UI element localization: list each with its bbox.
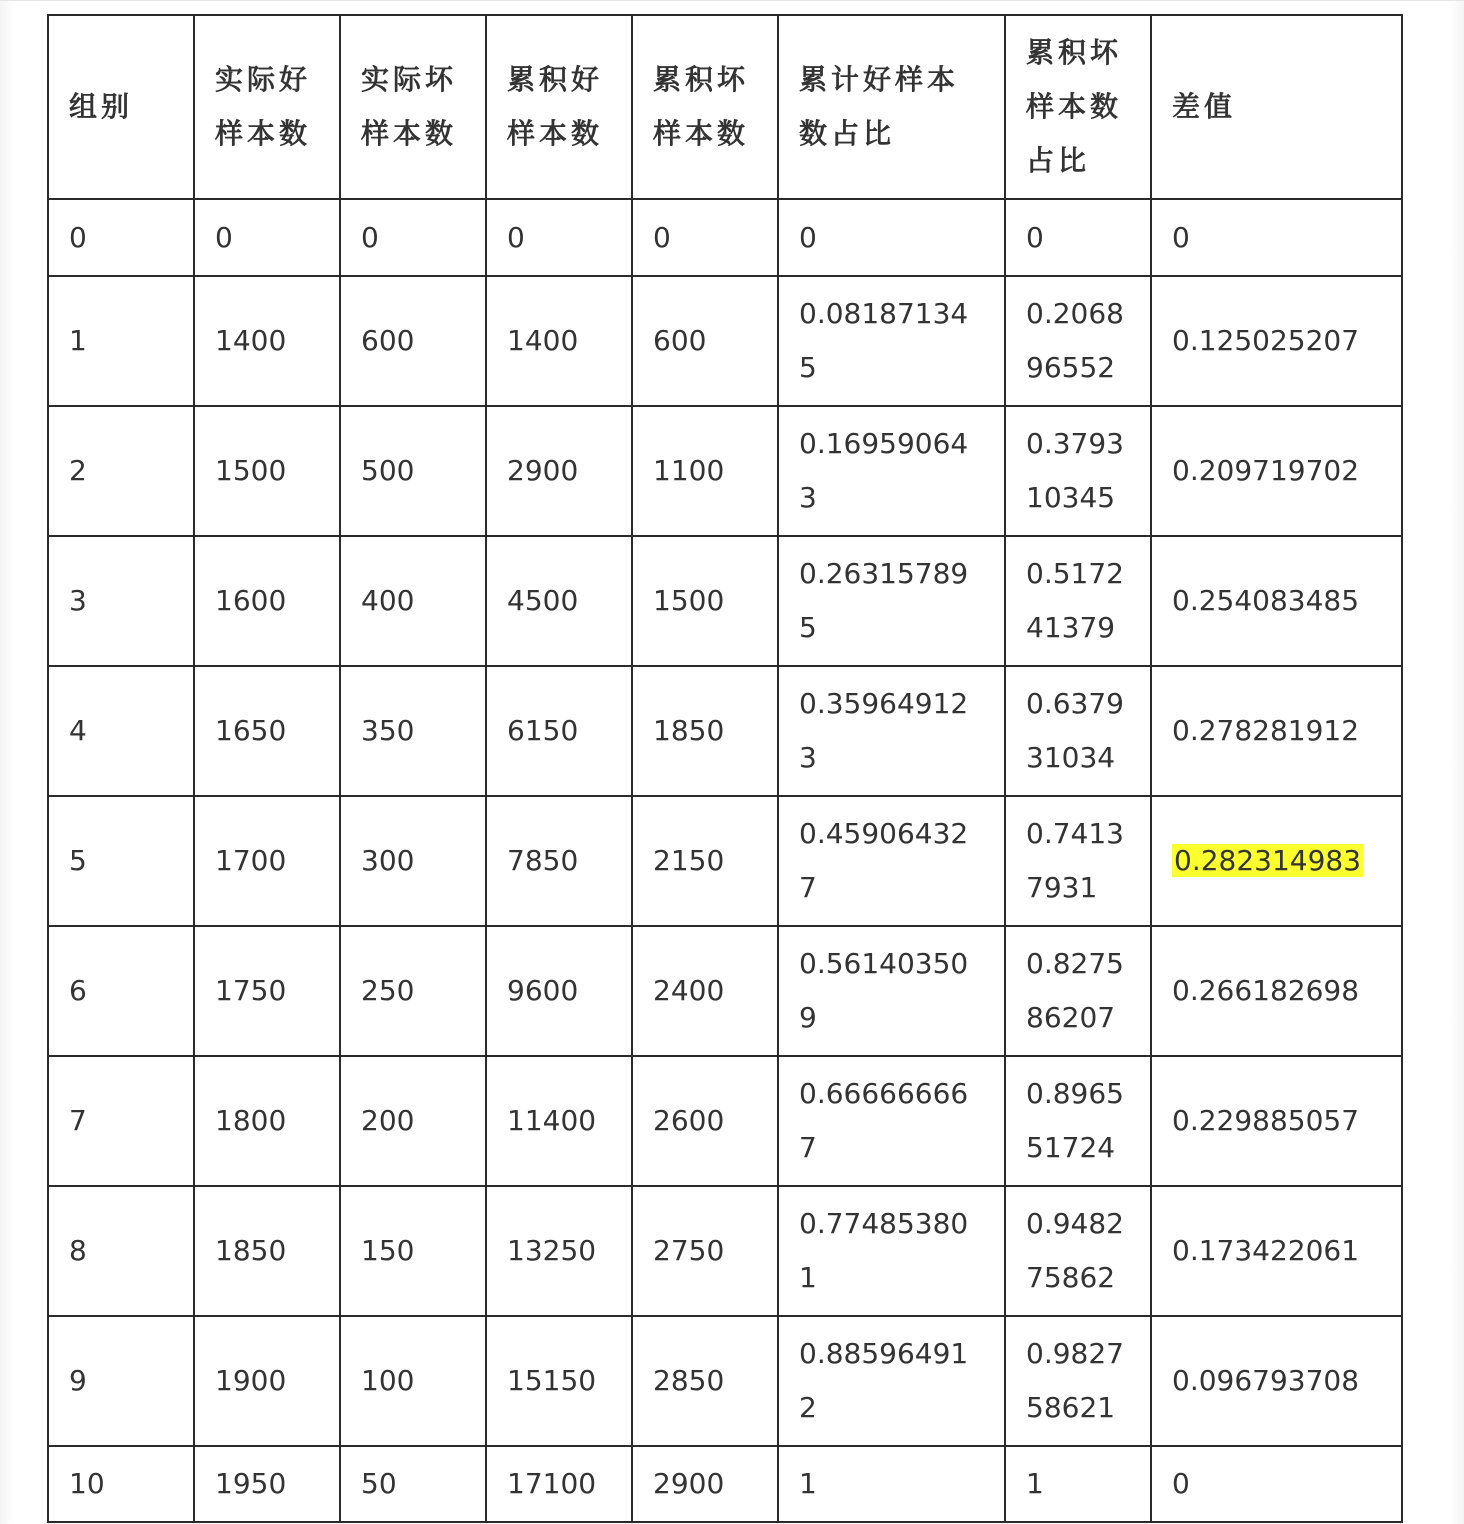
cell-cum-good: 1400 xyxy=(486,276,632,406)
cell-cum-bad: 1500 xyxy=(632,536,778,666)
header-actual-good: 实际好样本数 xyxy=(194,15,340,199)
cell-difference: 0.096793708 xyxy=(1151,1316,1402,1446)
table-row xyxy=(48,536,1402,666)
table-row xyxy=(48,1316,1402,1446)
cell-cum-good: 17100 xyxy=(486,1446,632,1522)
table-body xyxy=(48,199,1402,1522)
cell-cum-good: 13250 xyxy=(486,1186,632,1316)
header-cum-bad: 累积坏样本数 xyxy=(632,15,778,199)
cell-cum-good-ratio: 0.561403509 xyxy=(778,926,1005,1056)
header-actual-bad: 实际坏样本数 xyxy=(340,15,486,199)
cell-cum-bad-ratio: 0 xyxy=(1005,199,1151,276)
table-row xyxy=(48,276,1402,406)
table-row xyxy=(48,666,1402,796)
cell-cum-good-ratio: 0.263157895 xyxy=(778,536,1005,666)
table-row xyxy=(48,1446,1402,1522)
cell-cum-good-ratio: 0 xyxy=(778,199,1005,276)
cell-actual-bad: 400 xyxy=(340,536,486,666)
cell-cum-good-ratio: 1 xyxy=(778,1446,1005,1522)
cell-actual-good: 1950 xyxy=(194,1446,340,1522)
cell-cum-bad-ratio: 0.74137931 xyxy=(1005,796,1151,926)
cell-cum-good: 6150 xyxy=(486,666,632,796)
cell-cum-good: 0 xyxy=(486,199,632,276)
cell-difference: 0.229885057 xyxy=(1151,1056,1402,1186)
cell-difference: 0.125025207 xyxy=(1151,276,1402,406)
cell-cum-good-ratio: 0.459064327 xyxy=(778,796,1005,926)
cell-cum-good: 7850 xyxy=(486,796,632,926)
cell-cum-bad-ratio: 0.982758621 xyxy=(1005,1316,1151,1446)
cell-actual-bad: 200 xyxy=(340,1056,486,1186)
cell-cum-good-ratio: 0.774853801 xyxy=(778,1186,1005,1316)
cell-cum-bad: 1850 xyxy=(632,666,778,796)
header-cum-good-ratio: 累计好样本数占比 xyxy=(778,15,1005,199)
table-row xyxy=(48,926,1402,1056)
cell-actual-bad: 150 xyxy=(340,1186,486,1316)
table-row xyxy=(48,796,1402,926)
cell-cum-bad: 2150 xyxy=(632,796,778,926)
cell-group: 5 xyxy=(48,796,194,926)
cell-group: 10 xyxy=(48,1446,194,1522)
cell-actual-good: 1600 xyxy=(194,536,340,666)
cell-difference: 0 xyxy=(1151,1446,1402,1522)
table-header-row xyxy=(48,15,1402,199)
cell-actual-bad: 50 xyxy=(340,1446,486,1522)
cell-cum-bad-ratio: 1 xyxy=(1005,1446,1151,1522)
cell-actual-bad: 600 xyxy=(340,276,486,406)
cell-cum-good: 4500 xyxy=(486,536,632,666)
cell-actual-good: 1650 xyxy=(194,666,340,796)
cell-actual-good: 1900 xyxy=(194,1316,340,1446)
cell-cum-good-ratio: 0.081871345 xyxy=(778,276,1005,406)
table-row xyxy=(48,1056,1402,1186)
table-row xyxy=(48,406,1402,536)
cell-cum-good: 11400 xyxy=(486,1056,632,1186)
cell-cum-bad-ratio: 0.896551724 xyxy=(1005,1056,1151,1186)
cell-actual-good: 1800 xyxy=(194,1056,340,1186)
cell-actual-bad: 100 xyxy=(340,1316,486,1446)
cell-cum-bad: 2400 xyxy=(632,926,778,1056)
cell-cum-bad: 2600 xyxy=(632,1056,778,1186)
cell-actual-good: 0 xyxy=(194,199,340,276)
table-row xyxy=(48,1186,1402,1316)
header-difference: 差值 xyxy=(1151,15,1402,199)
cell-actual-good: 1750 xyxy=(194,926,340,1056)
cell-cum-bad: 600 xyxy=(632,276,778,406)
cell-cum-good-ratio: 0.169590643 xyxy=(778,406,1005,536)
cell-group: 9 xyxy=(48,1316,194,1446)
cell-actual-good: 1850 xyxy=(194,1186,340,1316)
header-group: 组别 xyxy=(48,15,194,199)
cell-cum-good: 9600 xyxy=(486,926,632,1056)
highlighted-max-value: 0.282314983 xyxy=(1174,844,1362,877)
header-cum-bad-ratio: 累积坏样本数占比 xyxy=(1005,15,1151,199)
ks-table xyxy=(47,14,1403,1523)
cell-actual-good: 1400 xyxy=(194,276,340,406)
cell-cum-bad: 2750 xyxy=(632,1186,778,1316)
cell-group: 1 xyxy=(48,276,194,406)
cell-cum-good-ratio: 0.885964912 xyxy=(778,1316,1005,1446)
cell-cum-bad-ratio: 0.948275862 xyxy=(1005,1186,1151,1316)
cell-actual-bad: 300 xyxy=(340,796,486,926)
cell-cum-bad-ratio: 0.206896552 xyxy=(1005,276,1151,406)
cell-actual-good: 1700 xyxy=(194,796,340,926)
cell-cum-good-ratio: 0.359649123 xyxy=(778,666,1005,796)
cell-difference xyxy=(1151,796,1402,926)
cell-group: 0 xyxy=(48,199,194,276)
cell-cum-bad-ratio: 0.637931034 xyxy=(1005,666,1151,796)
cell-actual-good: 1500 xyxy=(194,406,340,536)
top-divider xyxy=(0,0,1464,1)
cell-cum-bad-ratio: 0.379310345 xyxy=(1005,406,1151,536)
cell-cum-bad: 2900 xyxy=(632,1446,778,1522)
cell-cum-bad-ratio: 0.827586207 xyxy=(1005,926,1151,1056)
cell-actual-bad: 500 xyxy=(340,406,486,536)
cell-cum-bad-ratio: 0.517241379 xyxy=(1005,536,1151,666)
cell-actual-bad: 350 xyxy=(340,666,486,796)
cell-group: 4 xyxy=(48,666,194,796)
cell-cum-bad: 0 xyxy=(632,199,778,276)
cell-cum-good: 2900 xyxy=(486,406,632,536)
cell-difference: 0.209719702 xyxy=(1151,406,1402,536)
cell-cum-good-ratio: 0.666666667 xyxy=(778,1056,1005,1186)
cell-cum-bad: 1100 xyxy=(632,406,778,536)
cell-group: 6 xyxy=(48,926,194,1056)
cell-difference: 0.266182698 xyxy=(1151,926,1402,1056)
header-cum-good: 累积好样本数 xyxy=(486,15,632,199)
cell-difference: 0 xyxy=(1151,199,1402,276)
cell-actual-bad: 250 xyxy=(340,926,486,1056)
cell-group: 2 xyxy=(48,406,194,536)
cell-group: 7 xyxy=(48,1056,194,1186)
cell-difference: 0.173422061 xyxy=(1151,1186,1402,1316)
cell-group: 3 xyxy=(48,536,194,666)
cell-group: 8 xyxy=(48,1186,194,1316)
cell-difference: 0.254083485 xyxy=(1151,536,1402,666)
table-row xyxy=(48,199,1402,276)
cell-cum-good: 15150 xyxy=(486,1316,632,1446)
cell-difference: 0.278281912 xyxy=(1151,666,1402,796)
cell-cum-bad: 2850 xyxy=(632,1316,778,1446)
cell-actual-bad: 0 xyxy=(340,199,486,276)
